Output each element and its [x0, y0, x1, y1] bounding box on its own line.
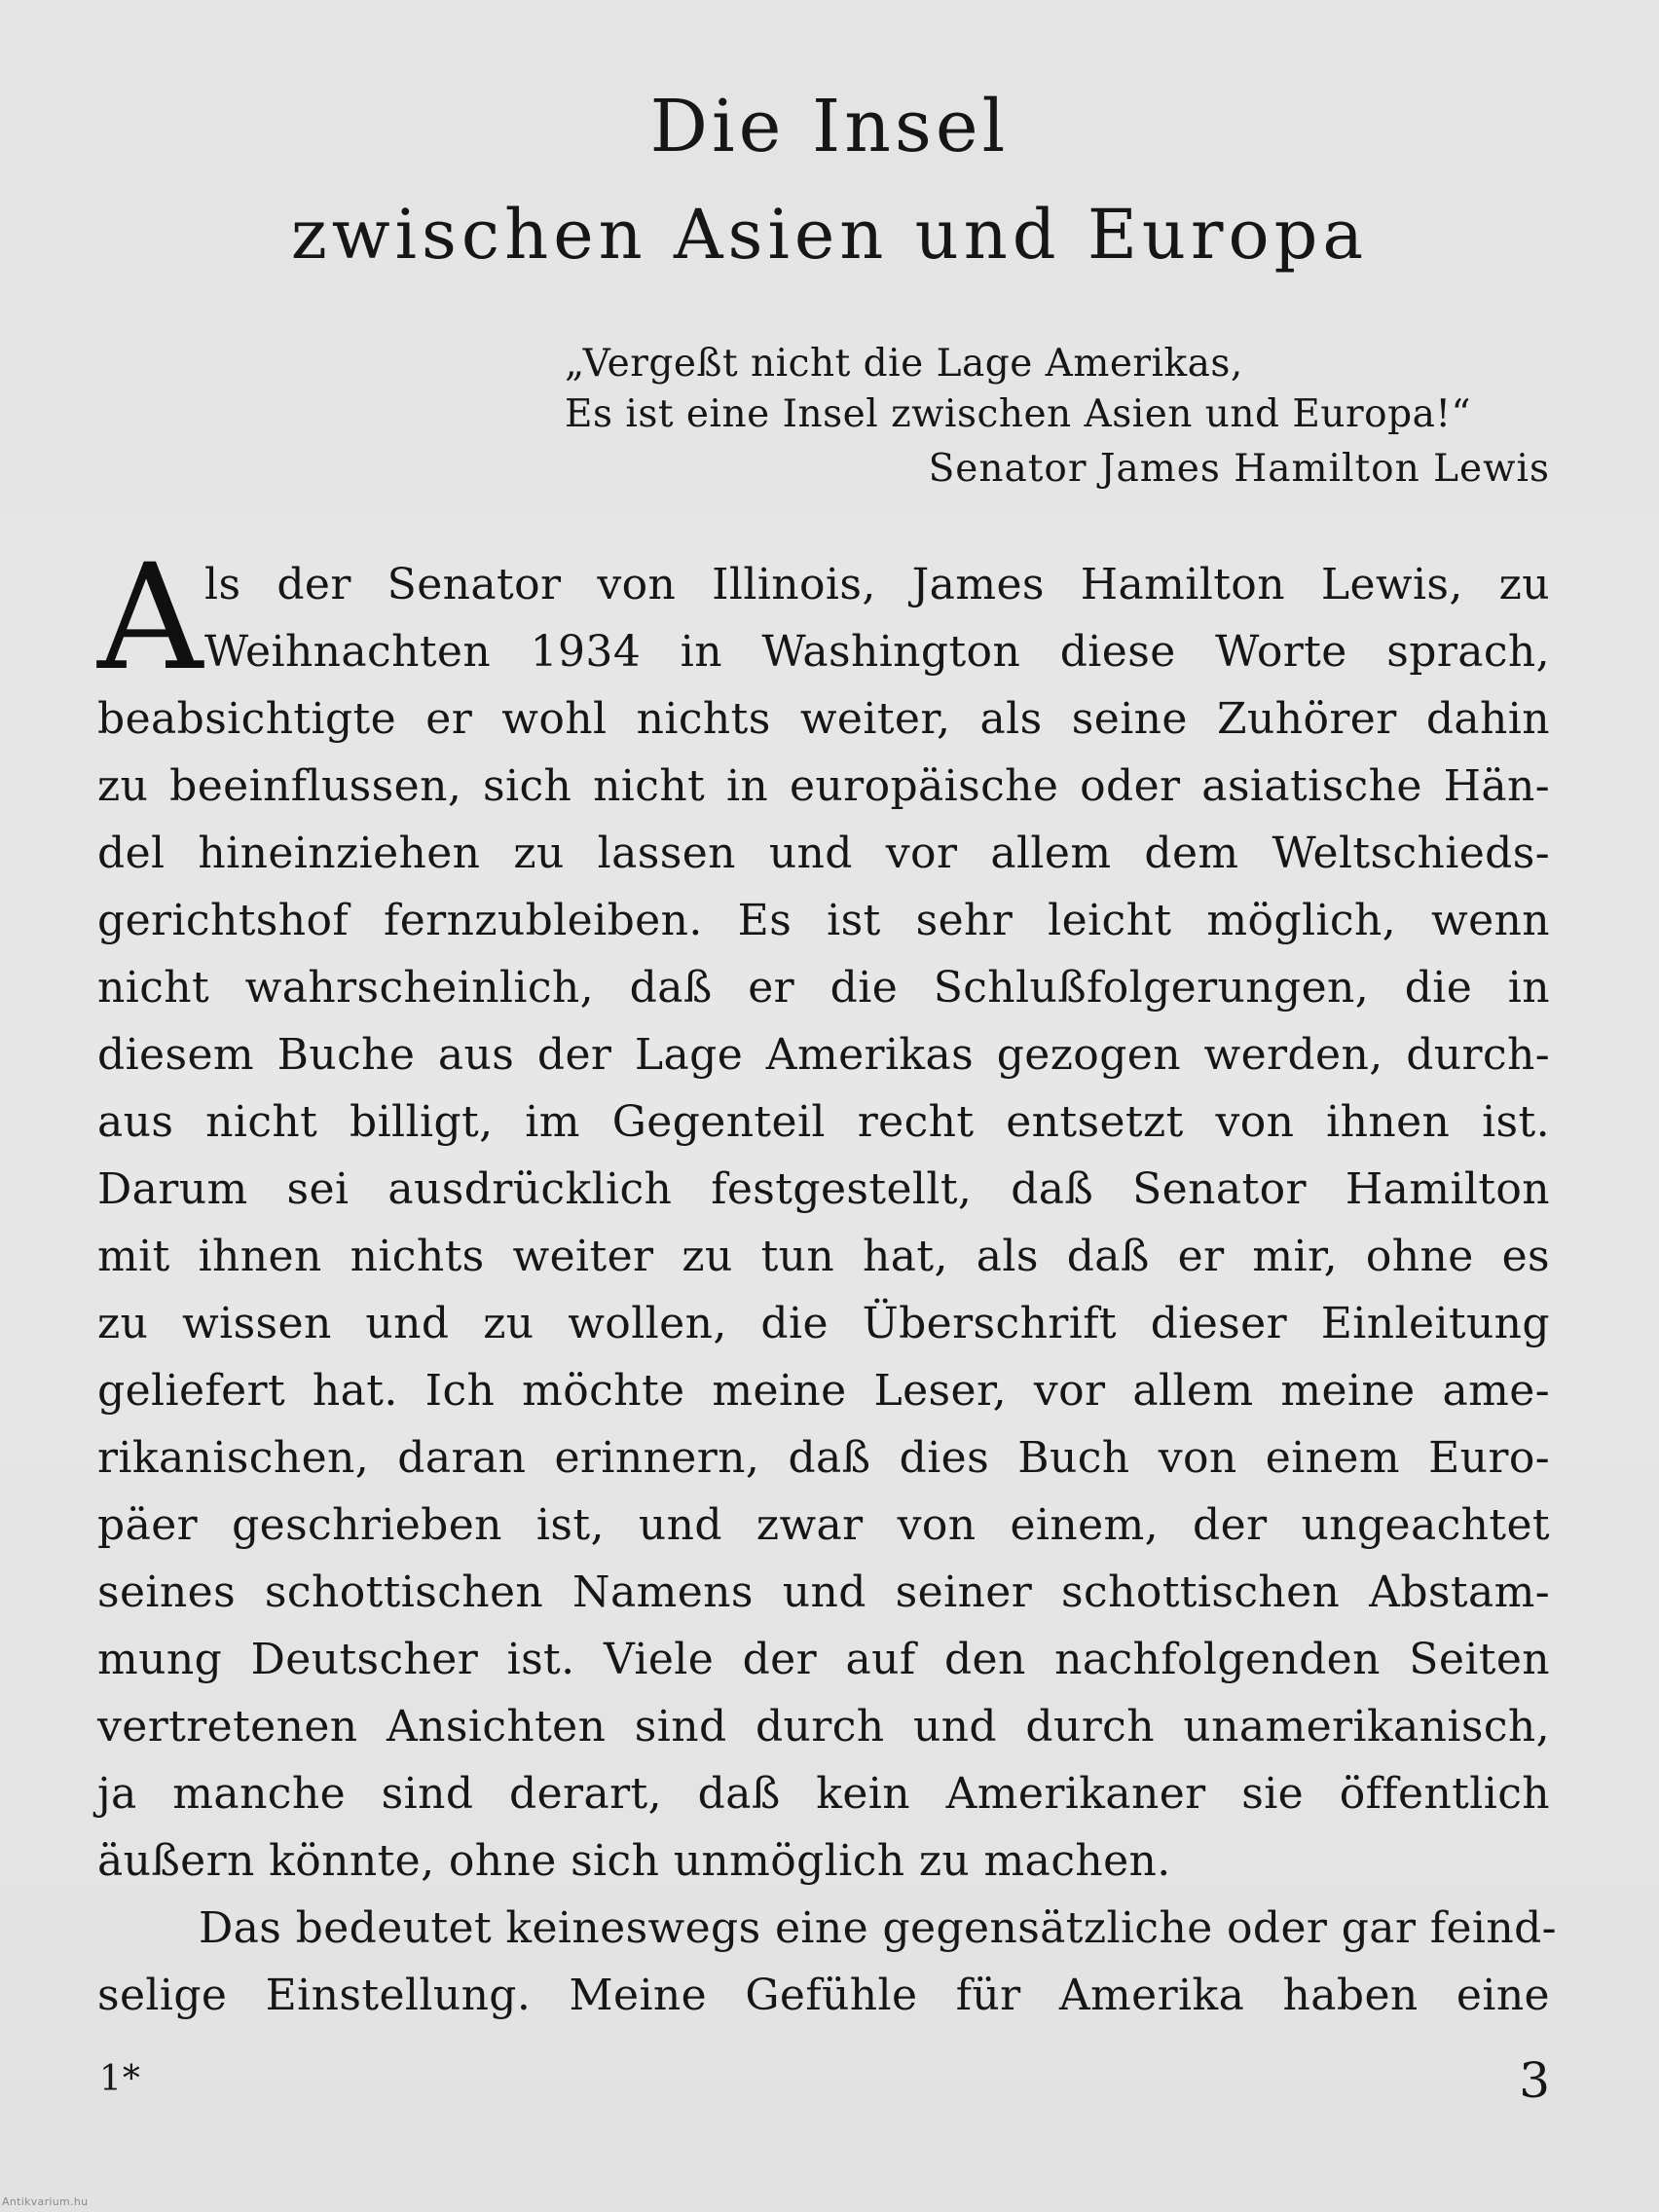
- signature-mark: 1*: [99, 2059, 141, 2099]
- epigraph-line-2: Es ist eine Insel zwischen Asien und Europa!“: [565, 392, 1471, 436]
- body-line: aus nicht billigt, im Gegenteil recht entsetzt von ihnen ist.: [97, 1097, 1550, 1147]
- chapter-title-line-2: zwischen Asien und Europa: [290, 195, 1369, 275]
- body-line: gerichtshof fernzubleiben. Es ist sehr leicht möglich, wenn: [97, 896, 1550, 945]
- body-line: mit ihnen nichts weiter zu tun hat, als daß er mir, ohne es: [97, 1232, 1550, 1281]
- body-line: ls der Senator von Illinois, James Hamilton Lewis, zu: [204, 560, 1550, 609]
- drop-cap: A: [97, 534, 203, 703]
- body-line: Weihnachten 1934 in Washington diese Worte sprach,: [204, 627, 1550, 677]
- body-line: nicht wahrscheinlich, daß er die Schlußfolgerungen, die in: [97, 963, 1550, 1013]
- page-number: 3: [1519, 2052, 1550, 2109]
- body-line: zu wissen und zu wollen, die Überschrift dieser Einleitung: [97, 1299, 1550, 1348]
- epigraph-line-1: „Vergeßt nicht die Lage Amerikas,: [565, 342, 1243, 386]
- epigraph: [565, 339, 1550, 495]
- body-line: rikanischen, daran erinnern, daß dies Buch von einem Euro-: [97, 1433, 1550, 1483]
- body-line: zu beeinflussen, sich nicht in europäische oder asiatische Hän-: [97, 761, 1550, 811]
- body-line: äußern könnte, ohne sich unmöglich zu machen.: [97, 1836, 1171, 1886]
- chapter-title-line-1: Die Insel: [649, 85, 1010, 168]
- body-line: selige Einstellung. Meine Gefühle für Amerika haben eine: [97, 1971, 1550, 2020]
- epigraph-author: Senator James Hamilton Lewis: [928, 447, 1550, 491]
- body-text: [97, 551, 1557, 2029]
- body-line: päer geschrieben ist, und zwar von einem, der ungeachtet: [97, 1500, 1550, 1550]
- body-line: geliefert hat. Ich möchte meine Leser, vor allem meine ame-: [97, 1366, 1550, 1416]
- body-line: seines schottischen Namens und seiner schottischen Abstam-: [97, 1567, 1550, 1617]
- body-line: Darum sei ausdrücklich festgestellt, daß Senator Hamilton: [97, 1164, 1550, 1214]
- body-line: vertretenen Ansichten sind durch und durch unamerikanisch,: [97, 1702, 1550, 1751]
- body-line: diesem Buche aus der Lage Amerikas gezogen werden, durch-: [97, 1030, 1550, 1080]
- body-line: mung Deutscher ist. Viele der auf den nachfolgenden Seiten: [97, 1635, 1550, 1684]
- body-line: beabsichtigte er wohl nichts weiter, als seine Zuhörer dahin: [97, 694, 1550, 744]
- watermark: Antikvarium.hu: [2, 2195, 89, 2208]
- body-line: ja manche sind derart, daß kein Amerikaner sie öffentlich: [97, 1769, 1550, 1819]
- body-line: Das bedeutet keineswegs eine gegensätzliche oder gar feind-: [199, 1903, 1557, 1953]
- body-line: del hineinziehen zu lassen und vor allem dem Weltschieds-: [97, 829, 1550, 878]
